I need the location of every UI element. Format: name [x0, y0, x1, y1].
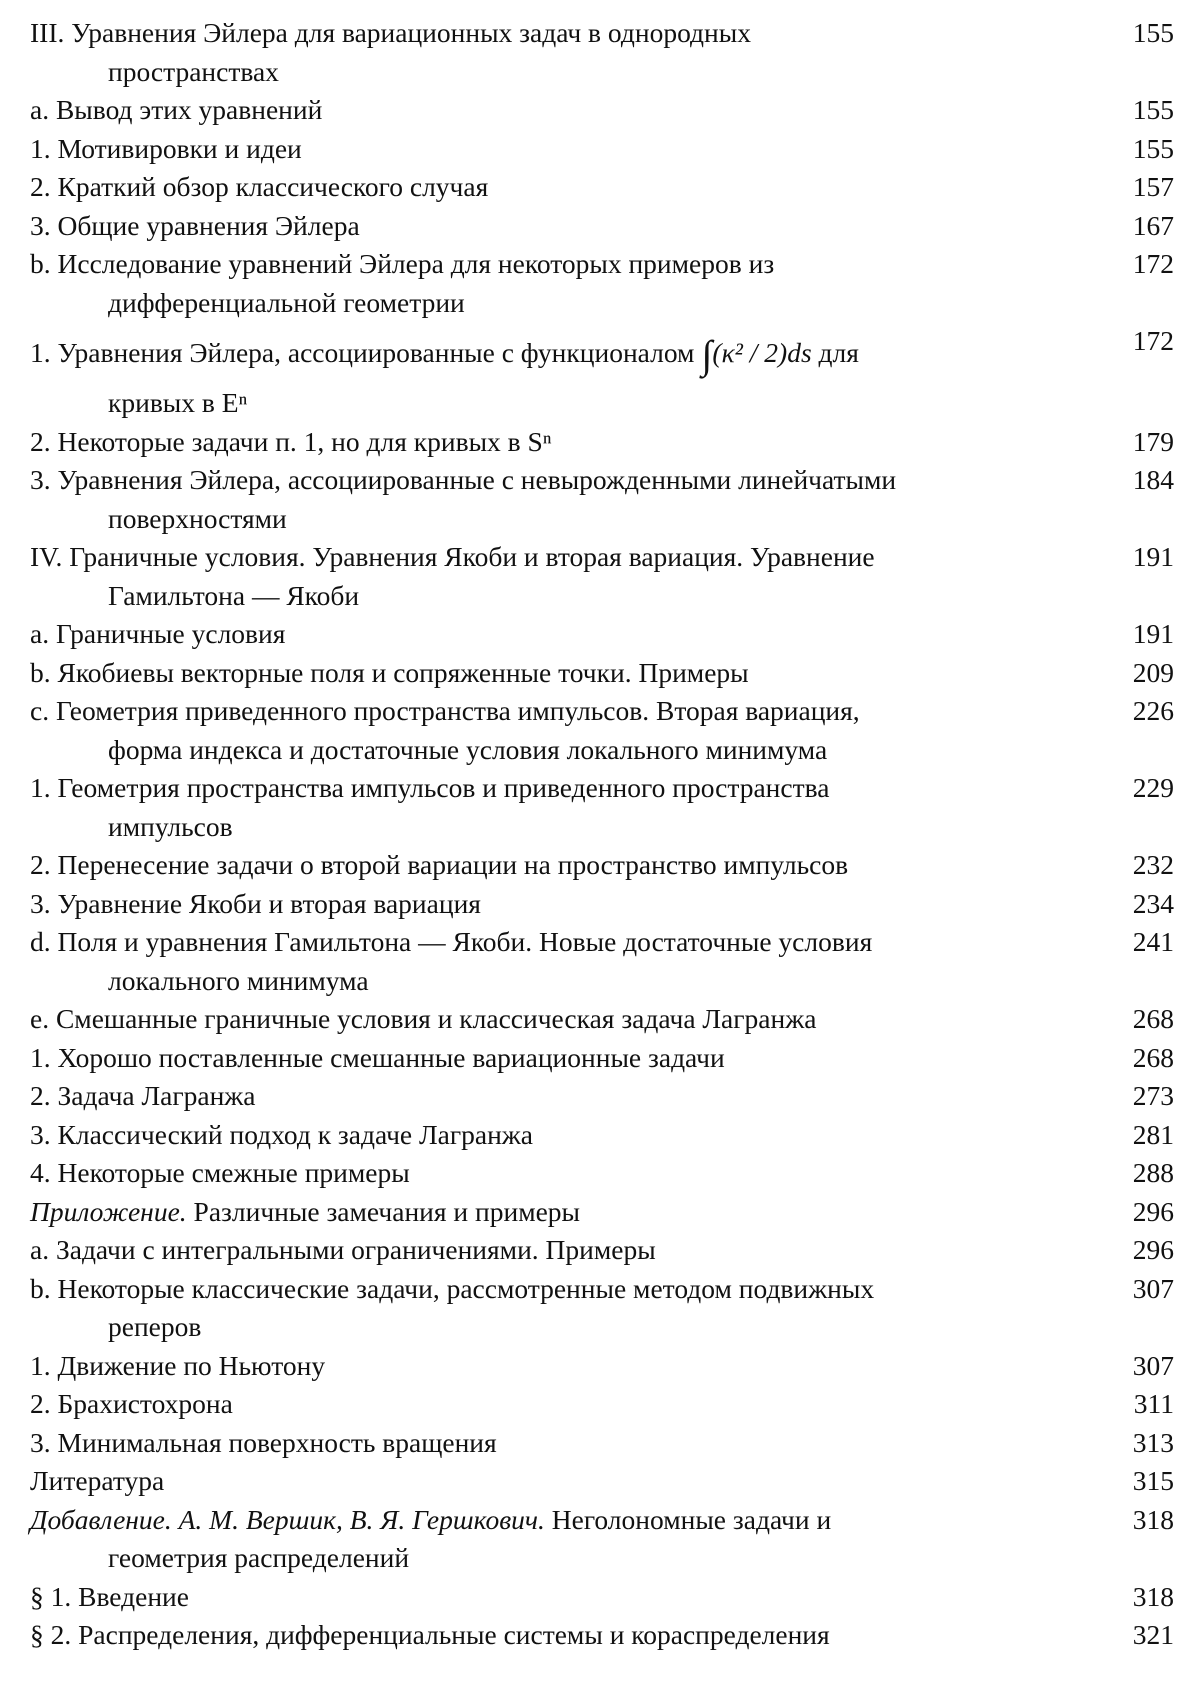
toc-entry-line: [30, 1501, 1104, 1540]
toc-page-number: 318: [1132, 1580, 1174, 1612]
toc-page-number: 234: [1132, 887, 1174, 919]
toc-page-number: 296: [1132, 1195, 1174, 1227]
toc-entry-line: [30, 1578, 1104, 1617]
toc-entry-text: a. Вывод этих уравнений: [30, 94, 323, 125]
toc-entry-title: [30, 1077, 1104, 1116]
toc-entry-text: 1. Мотивировки и идеи: [30, 132, 302, 164]
toc-entry-text: 2. Брахистохрона: [30, 1388, 233, 1419]
toc-entry-line: [30, 885, 1104, 924]
toc-entry-title: [30, 14, 1104, 91]
toc-page-number: 155: [1132, 17, 1174, 48]
toc-entry-text: для: [811, 337, 859, 368]
toc-entry-text: Литература: [30, 1465, 165, 1496]
toc-page-number: 157: [1132, 171, 1174, 202]
toc-entry-title: [30, 769, 1104, 846]
toc-entry: [30, 91, 1174, 130]
toc-entry-title: [30, 207, 1104, 246]
toc-entry: [30, 1578, 1174, 1617]
toc-entry-title: [30, 1462, 1104, 1501]
toc-entry-text: 2. Краткий обзор классического случая: [30, 171, 489, 202]
toc-entry: [30, 1270, 1174, 1347]
toc-page-number: 281: [1132, 1118, 1174, 1150]
toc-entry: [30, 615, 1174, 654]
toc-entry-line: [30, 1000, 1104, 1039]
toc-entry-text: III. Уравнения Эйлера для вариационных задач в однородных: [30, 17, 751, 48]
toc-entry: [30, 461, 1174, 538]
toc-entry-text: 1. Геометрия пространства импульсов и приведенного пространства: [30, 772, 830, 803]
toc-entry-title: [30, 1501, 1104, 1578]
toc-entry-line: [30, 1462, 1104, 1501]
toc-entry-continuation: кривых в Eⁿ: [108, 387, 248, 418]
toc-entry-line: [30, 207, 1104, 246]
toc-page-number: 273: [1132, 1080, 1174, 1111]
toc-entry-text: b. Исследование уравнений Эйлера для некоторых примеров из: [30, 248, 775, 279]
toc-page-number: 191: [1132, 618, 1174, 649]
toc-page-number: 172: [1132, 325, 1174, 356]
toc-entry: [30, 1039, 1174, 1078]
toc-entry-title: [30, 423, 1104, 462]
toc-entry-line: [30, 1347, 1104, 1386]
toc-entry: [30, 1154, 1174, 1193]
toc-entry-text: § 1. Введение: [30, 1580, 189, 1612]
toc-page-number: 268: [1132, 1041, 1174, 1073]
toc-page-number: 288: [1132, 1157, 1174, 1188]
toc-entry-text: Неголономные задачи и: [544, 1503, 832, 1535]
toc-entry-text: 3. Уравнение Якоби и вторая вариация: [30, 887, 481, 919]
toc-entry-continuation: импульсов: [108, 810, 233, 842]
toc-entry-title: [30, 245, 1104, 322]
table-of-contents: [30, 14, 1174, 1655]
toc-entry-text: 4. Некоторые смежные примеры: [30, 1157, 410, 1188]
toc-page-number: 232: [1132, 849, 1174, 880]
toc-entry-line: [30, 1231, 1104, 1270]
integral-sign: ∫: [701, 332, 713, 377]
toc-page-number: 321: [1132, 1619, 1174, 1650]
toc-entry-continuation: форма индекса и достаточные условия локального минимума: [108, 733, 828, 765]
toc-entry-text: 3. Минимальная поверхность вращения: [30, 1426, 497, 1458]
toc-entry-title: [30, 1000, 1104, 1039]
toc-entry-line: [30, 1116, 1104, 1155]
toc-page-number: 184: [1132, 464, 1174, 495]
toc-entry: [30, 1000, 1174, 1039]
toc-entry-line: [30, 692, 1104, 731]
toc-page-number: 155: [1132, 94, 1174, 125]
toc-page-number: 307: [1132, 1349, 1174, 1381]
toc-entry-title: [30, 692, 1104, 769]
toc-entry-line: [30, 1077, 1104, 1116]
toc-entry: [30, 1116, 1174, 1155]
toc-entry-title: [30, 91, 1104, 130]
toc-page-number: 167: [1132, 209, 1174, 241]
toc-entry-text: 1. Хорошо поставленные смешанные вариационные задачи: [30, 1041, 725, 1073]
toc-entry-title: [30, 1193, 1104, 1232]
toc-entry-text: c. Геометрия приведенного пространства импульсов. Вторая вариация,: [30, 695, 860, 726]
toc-entry-line: [30, 1154, 1104, 1193]
toc-entry-line: [30, 1424, 1104, 1463]
toc-entry-title: [30, 1231, 1104, 1270]
toc-entry-text: 2. Перенесение задачи о второй вариации на пространство импульсов: [30, 849, 849, 880]
toc-page-number: 307: [1132, 1272, 1174, 1304]
toc-entry-text: Различные замечания и примеры: [186, 1195, 581, 1227]
toc-entry-text: a. Задачи с интегральными ограничениями. Примеры: [30, 1234, 656, 1265]
toc-entry-continuation: геометрия распределений: [108, 1542, 410, 1573]
toc-page-number: 229: [1132, 772, 1174, 803]
toc-entry-text: d. Поля и уравнения Гамильтона — Якоби. Новые достаточные условия: [30, 926, 873, 957]
toc-entry-line: [30, 654, 1104, 693]
toc-page-number: 268: [1132, 1003, 1174, 1034]
toc-entry-title: [30, 885, 1104, 924]
toc-entry-title: [30, 538, 1104, 615]
toc-entry-continuation: поверхностями: [108, 502, 287, 534]
toc-entry-title: [30, 1039, 1104, 1078]
toc-entry-title: [30, 168, 1104, 207]
toc-entry-title: [30, 322, 1104, 423]
toc-page-number: 226: [1132, 695, 1174, 726]
toc-entry-line: [30, 1270, 1104, 1309]
toc-entry-continuation: дифференциальной геометрии: [108, 286, 465, 318]
toc-entry-line: [30, 538, 1104, 577]
formula: (κ² / 2)ds: [712, 337, 812, 368]
toc-entry-title: [30, 923, 1104, 1000]
toc-page-number: 172: [1132, 248, 1174, 279]
toc-entry: [30, 692, 1174, 769]
toc-entry-continuation: Гамильтона — Якоби: [108, 579, 360, 611]
toc-entry-title: [30, 1424, 1104, 1463]
toc-entry-line: [30, 615, 1104, 654]
toc-entry-title: [30, 1154, 1104, 1193]
toc-entry-title: [30, 1270, 1104, 1347]
toc-entry: [30, 1347, 1174, 1386]
toc-entry-title: [30, 846, 1104, 885]
toc-page-number: 318: [1132, 1503, 1174, 1535]
toc-entry: [30, 14, 1174, 91]
toc-entry-title: [30, 615, 1104, 654]
toc-entry-title: [30, 1347, 1104, 1386]
toc-page-number: 155: [1132, 132, 1174, 164]
toc-entry-text: e. Смешанные граничные условия и классическая задача Лагранжа: [30, 1003, 817, 1034]
toc-entry-title: [30, 1578, 1104, 1617]
toc-entry-italic-prefix: Добавление. А. М. Вершик, В. Я. Гершкович.: [30, 1503, 545, 1535]
toc-entry-line: [30, 14, 1104, 53]
toc-entry-line: [30, 461, 1104, 500]
toc-entry-title: [30, 130, 1104, 169]
toc-page-number: 296: [1132, 1234, 1174, 1265]
toc-entry-line: [30, 923, 1104, 962]
toc-entry: [30, 769, 1174, 846]
toc-page-number: 241: [1132, 926, 1174, 957]
toc-entry-text: 1. Движение по Ньютону: [30, 1349, 326, 1381]
toc-entry-text: 3. Общие уравнения Эйлера: [30, 209, 360, 241]
toc-entry: [30, 245, 1174, 322]
toc-entry-title: [30, 1616, 1104, 1655]
toc-entry: [30, 654, 1174, 693]
toc-entry-text: 3. Классический подход к задаче Лагранжа: [30, 1118, 534, 1150]
toc-entry: [30, 923, 1174, 1000]
toc-entry: [30, 538, 1174, 615]
toc-entry-title: [30, 461, 1104, 538]
toc-entry-line: [30, 1616, 1104, 1655]
toc-entry-line: [30, 91, 1104, 130]
toc-entry-line: [30, 1193, 1104, 1232]
toc-entry-line: [30, 846, 1104, 885]
toc-page-number: 179: [1132, 425, 1174, 457]
toc-entry-continuation: реперов: [108, 1311, 202, 1342]
toc-entry-text: a. Граничные условия: [30, 618, 286, 649]
toc-entry-text: 1. Уравнения Эйлера, ассоциированные с функционалом: [30, 337, 702, 368]
toc-entry-line: [30, 130, 1104, 169]
toc-page-number: 311: [1133, 1388, 1174, 1419]
toc-entry: [30, 1501, 1174, 1578]
toc-entry-continuation: локального минимума: [108, 964, 369, 996]
toc-entry: [30, 1424, 1174, 1463]
toc-entry-title: [30, 654, 1104, 693]
toc-entry: [30, 168, 1174, 207]
toc-entry-line: [30, 245, 1104, 284]
toc-entry: [30, 1616, 1174, 1655]
toc-entry-line: [30, 769, 1104, 808]
toc-entry: [30, 1385, 1174, 1424]
toc-entry: [30, 1077, 1174, 1116]
toc-entry-text: b. Якобиевы векторные поля и сопряженные точки. Примеры: [30, 656, 749, 688]
toc-entry-title: [30, 1385, 1104, 1424]
toc-entry-text: 2. Некоторые задачи п. 1, но для кривых в Sⁿ: [30, 425, 552, 457]
toc-entry-continuation: пространствах: [108, 55, 279, 87]
toc-entry-text: § 2. Распределения, дифференциальные системы и кораспределения: [30, 1619, 830, 1650]
toc-page-number: 191: [1132, 541, 1174, 572]
toc-entry: [30, 1231, 1174, 1270]
toc-page-number: 315: [1132, 1465, 1174, 1496]
toc-entry: [30, 1193, 1174, 1232]
toc-entry-line: [30, 1385, 1104, 1424]
toc-entry: [30, 130, 1174, 169]
toc-entry: [30, 207, 1174, 246]
toc-entry: [30, 423, 1174, 462]
toc-page-number: 313: [1132, 1426, 1174, 1458]
toc-entry-text: 3. Уравнения Эйлера, ассоциированные с невырожденными линейчатыми: [30, 464, 897, 495]
toc-page-number: 209: [1132, 656, 1174, 688]
toc-entry: [30, 1462, 1174, 1501]
toc-entry-line: [30, 322, 1104, 384]
toc-entry-text: IV. Граничные условия. Уравнения Якоби и вторая вариация. Уравнение: [30, 541, 875, 572]
toc-entry: [30, 885, 1174, 924]
toc-entry-title: [30, 1116, 1104, 1155]
toc-entry: [30, 846, 1174, 885]
toc-entry: [30, 322, 1174, 423]
toc-entry-text: b. Некоторые классические задачи, рассмотренные методом подвижных: [30, 1272, 875, 1304]
toc-entry-line: [30, 1039, 1104, 1078]
toc-entry-italic-prefix: Приложение.: [30, 1195, 187, 1227]
toc-entry-line: [30, 168, 1104, 207]
toc-entry-line: [30, 423, 1104, 462]
toc-entry-text: 2. Задача Лагранжа: [30, 1080, 256, 1111]
